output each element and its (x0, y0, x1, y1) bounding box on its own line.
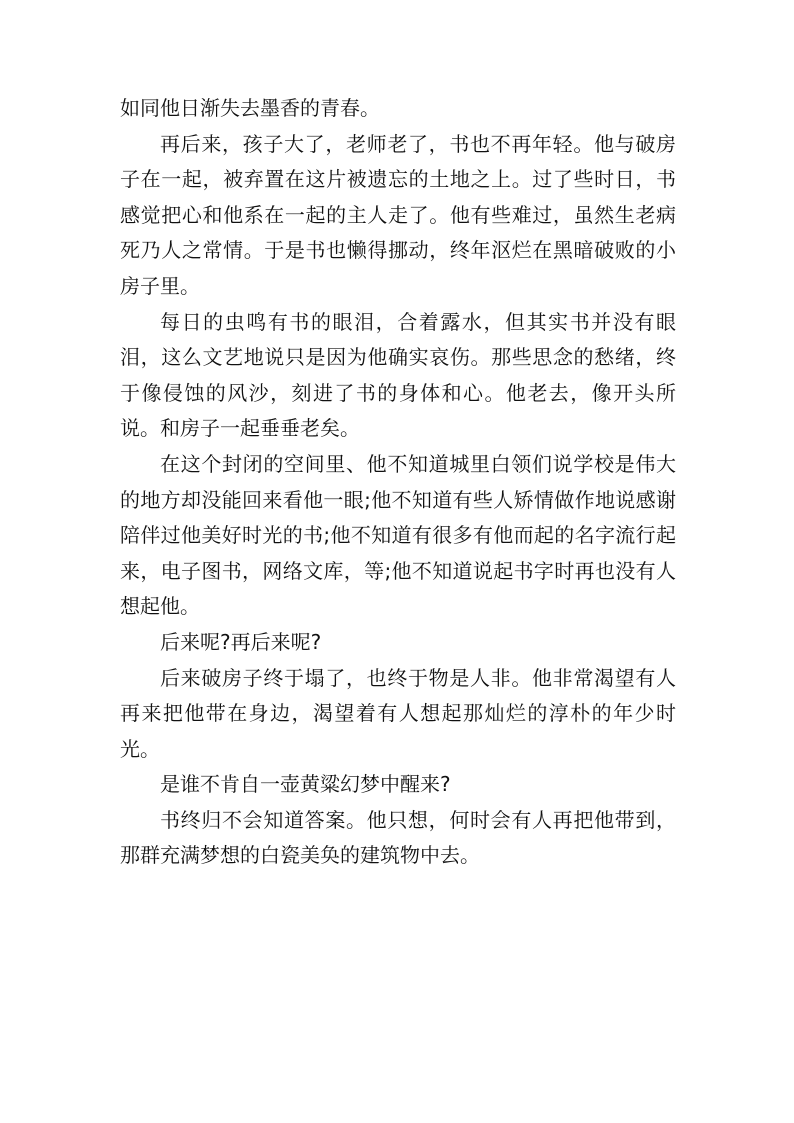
paragraph-8: 书终归不会知道答案。他只想，何时会有人再把他带到，那群充满梦想的白瓷美奂的建筑物中去。 (120, 807, 676, 868)
paragraph-6: 后来破房子终于塌了，也终于物是人非。他非常渴望有人再来把他带在身边，渴望着有人想起那灿烂的淳朴的年少时光。 (120, 665, 676, 761)
paragraph-5: 后来呢?再后来呢? (160, 629, 322, 654)
paragraph-2: 再后来，孩子大了，老师老了，书也不再年轻。他与破房子在一起，被弃置在这片被遗忘的土地之上。过了些时日，书感觉把心和他系在一起的主人走了。他有些难过，虽然生老病死乃人之常情。于是书也懒得挪动，终年沤烂在黑暗破败的小房子里。 (120, 131, 676, 298)
paragraph-3: 每日的虫鸣有书的眼泪，合着露水，但其实书并没有眼泪，这么文艺地说只是因为他确实哀伤。那些思念的愁绪，终于像侵蚀的风沙，刻进了书的身体和心。他老去，像开头所说。和房子一起垂垂老矣。 (120, 309, 676, 441)
paragraph-4: 在这个封闭的空间里、他不知道城里白领们说学校是伟大的地方却没能回来看他一眼;他不知道有些人矫情做作地说感谢陪伴过他美好时光的书;他不知道有很多有他而起的名字流行起来，电子图书，网络文库，等;他不知道说起书字时再也没有人想起他。 (120, 451, 676, 619)
paragraph-1: 如同他日渐失去墨香的青春。 (120, 96, 380, 120)
document-page (120, 91, 676, 874)
paragraph-7: 是谁不肯自一壶黄粱幻梦中醒来? (160, 772, 451, 797)
